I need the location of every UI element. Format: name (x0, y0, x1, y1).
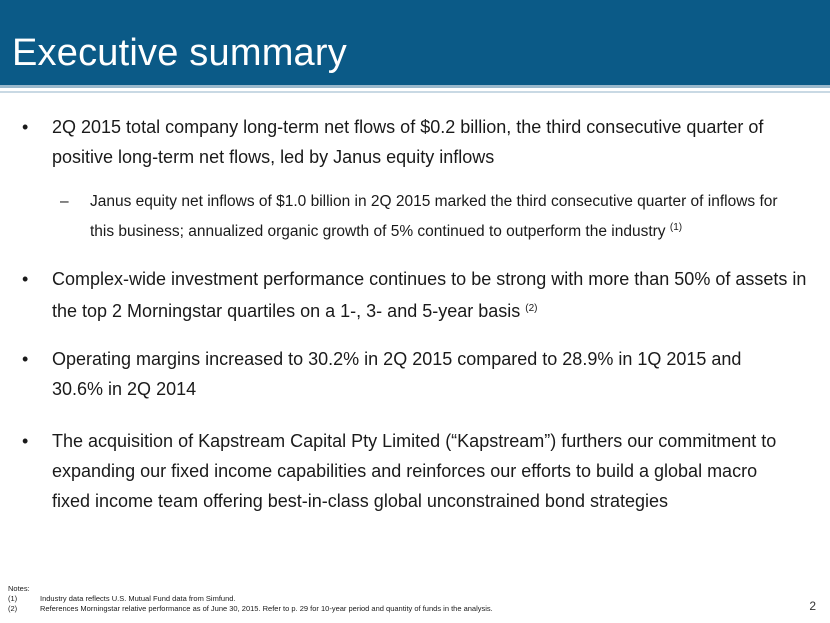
bullet-icon: • (22, 117, 29, 137)
footnote-text: Industry data reflects U.S. Mutual Fund data from Simfund. (40, 594, 236, 603)
dash-icon: – (60, 193, 69, 210)
bullet-text: The acquisition of Kapstream Capital Pty Limited (“Kapstream”) furthers our commitment to expanding our fixed income capabilities and reinforces our efforts to build a global macro fixed income team offering best-in-class global unconstrained bond strategies (52, 431, 777, 511)
sub-bullet-text: Janus equity net inflows of $1.0 billion in 2Q 2015 marked the third consecutive quarter of inflows for this business; annualized organic growth of 5% continued to outperform the industry $^{(1)}$ (90, 193, 778, 240)
footnote-text: References Morningstar relative performance as of June 30, 2015. Refer to p. 29 for 10-year period and quantity of funds in the analysis. (40, 604, 493, 613)
footnote-ref: (2) (525, 303, 538, 314)
footnote-ref: (1) (669, 222, 683, 233)
footnote-row (8, 604, 493, 614)
notes-heading: Notes: (8, 584, 30, 593)
title-bar (0, 0, 830, 85)
slide-title: Executive summary (12, 32, 347, 74)
bullet-text: Complex-wide investment performance continues to be strong with more than 50% of assets in the top 2 Morningstar quartiles on a 1-, 3- and 5-year basis $^{(2)}$ (52, 269, 807, 321)
footnote-number: (1) (8, 594, 18, 603)
bullet-icon: • (22, 431, 29, 451)
footnote-number: (2) (8, 604, 18, 613)
divider-line-secondary (0, 91, 830, 93)
page-number: 2 (809, 599, 816, 613)
bullet-text: Operating margins increased to 30.2% in 2Q 2015 compared to 28.9% in 1Q 2015 and 30.6% in 2Q 2014 (52, 349, 742, 399)
bullet-icon: • (22, 269, 29, 289)
footnotes (8, 584, 493, 614)
divider-line (0, 85, 830, 88)
footnote-row (8, 594, 236, 604)
bullet-text: 2Q 2015 total company long-term net flows of $0.2 billion, the third consecutive quarter of positive long-term net flows, led by Janus equity inflows (52, 117, 764, 167)
bullet-icon: • (22, 349, 29, 369)
